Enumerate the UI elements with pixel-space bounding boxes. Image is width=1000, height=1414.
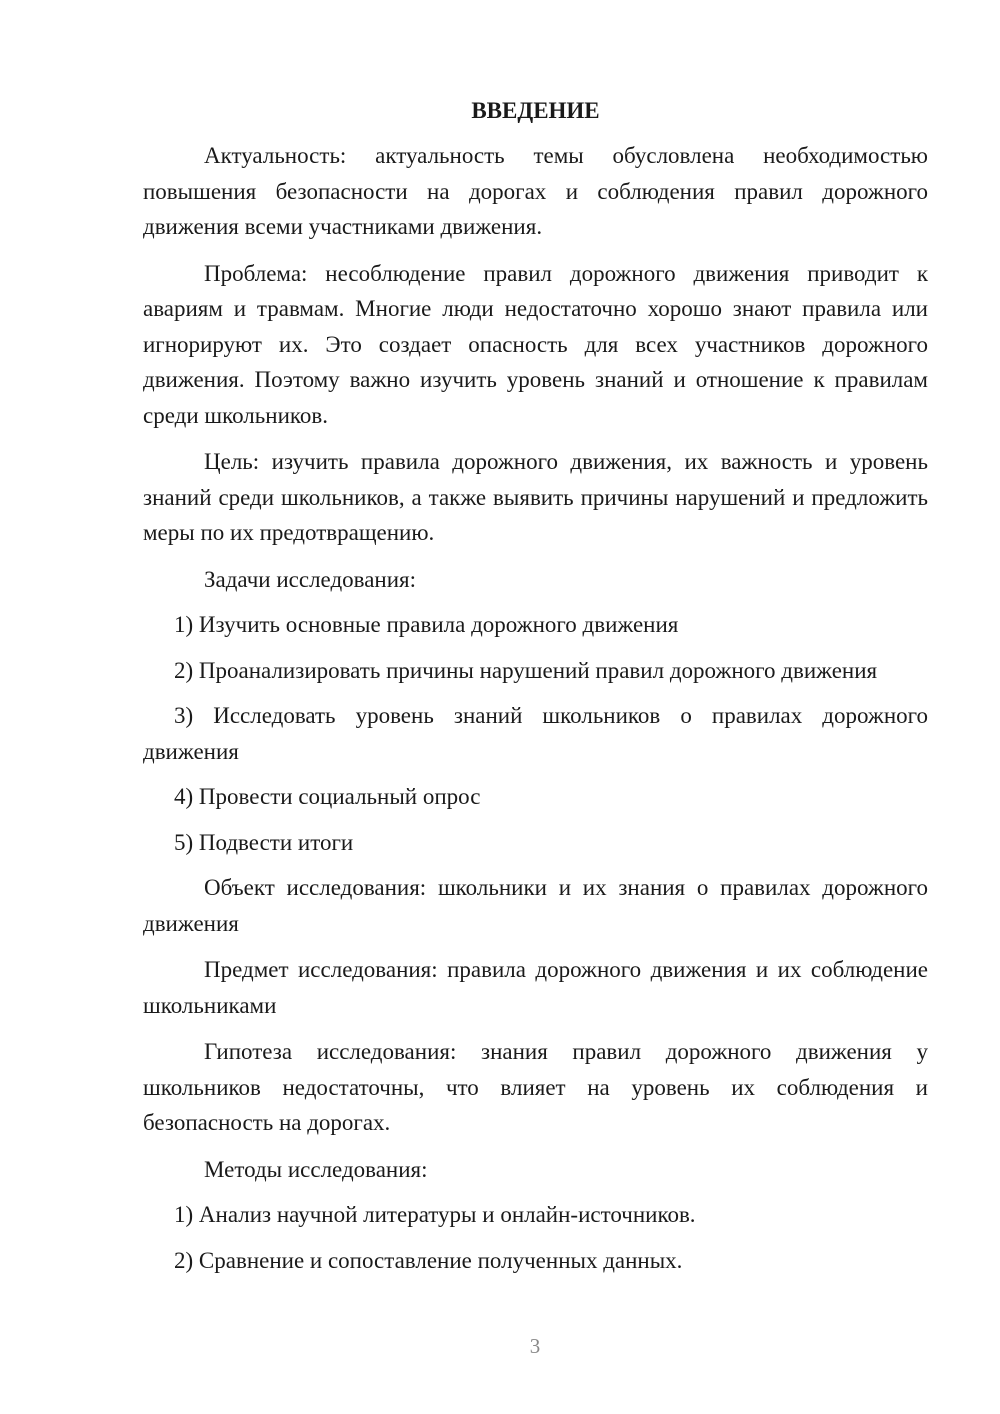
problem-paragraph: Проблема: несоблюдение правил дорожного движения приводит к авариям и травмам. Многие люди недостаточно хорошо знают правила или игнорируют их. Это создает опасность для всех участников дорожного движения. Поэтому важно изучить уровень знаний и отношение к правилам среди школьников. (143, 260, 928, 428)
subject-paragraph: Предмет исследования: правила дорожного движения и их соблюдение школьниками (143, 957, 928, 1018)
object-paragraph: Объект исследования: школьники и их знания о правилах дорожного движения (143, 875, 928, 936)
tasks-label: Задачи исследования: (204, 566, 417, 592)
method-item: 2) Сравнение и сопоставление полученных данных. (174, 1247, 683, 1273)
goal-paragraph: Цель: изучить правила дорожного движения, их важность и уровень знаний среди школьников, а также выявить причины нарушений и предложить меры по их предотвращению. (143, 449, 928, 545)
method-item: 1) Анализ научной литературы и онлайн-источников. (174, 1202, 696, 1227)
task-item: 4) Провести социальный опрос (174, 784, 481, 809)
page-content (143, 93, 928, 1288)
hypothesis-paragraph: Гипотеза исследования: знания правил дорожного движения у школьников недостаточны, что влияет на уровень их соблюдения и безопасность на дорогах. (143, 1039, 928, 1135)
task-item: 3) Исследовать уровень знаний школьников о правилах дорожного движения (143, 703, 928, 764)
task-item: 5) Подвести итоги (174, 829, 354, 855)
task-item: 1) Изучить основные правила дорожного движения (174, 612, 679, 637)
relevance-paragraph: Актуальность: актуальность темы обусловлена необходимостью повышения безопасности на дорогах и соблюдения правил дорожного движения всеми участниками движения. (143, 143, 928, 239)
methods-label: Методы исследования: (204, 1156, 428, 1182)
page-number: 3 (529, 1334, 541, 1358)
task-item: 2) Проанализировать причины нарушений правил дорожного движения (174, 657, 878, 683)
section-heading: ВВЕДЕНИЕ (471, 98, 600, 123)
